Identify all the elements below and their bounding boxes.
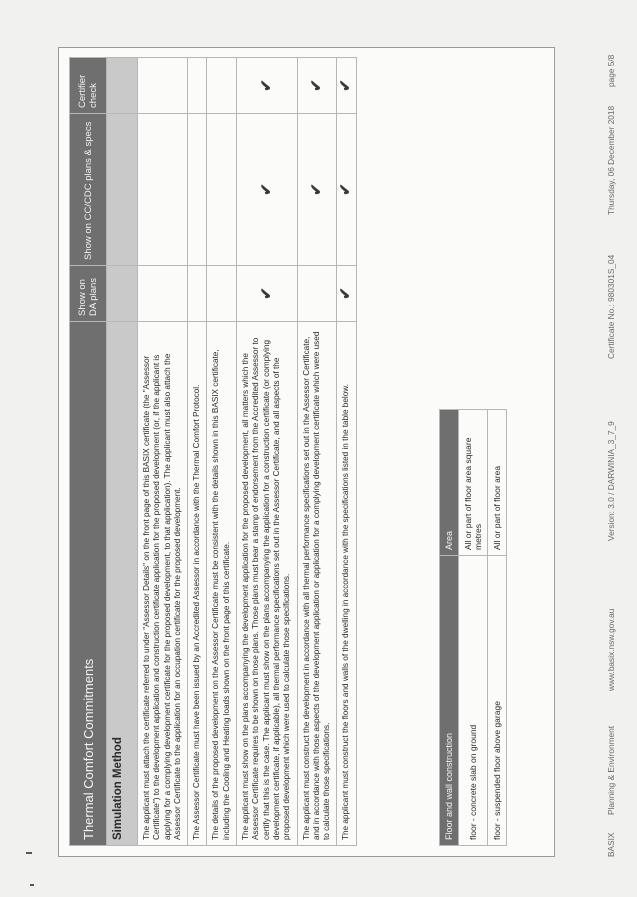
da-check: [207, 266, 237, 322]
cc-check: [188, 114, 207, 266]
table-row: [459, 410, 488, 846]
commitment-text: The Assessor Certificate must have been issued by an Accredited Assessor in accordance with the Thermal Comfort Protocol.: [188, 322, 207, 846]
floor-construction: floor - suspended floor above garage: [488, 556, 507, 846]
col-da-plans: Show on DA plans: [70, 266, 107, 322]
scan-mark: [26, 852, 32, 854]
table-row: [337, 58, 356, 846]
table-row: [488, 410, 507, 846]
floor-construction: floor - concrete slab on ground: [459, 556, 488, 846]
da-check: [188, 266, 207, 322]
commitment-text: The applicant must show on the plans accompanying the development application for the proposed development, all matters which the Assessor Certificate requires to be shown on those plans. Those plans must bear a stamp of endorsement from the Accredited Assessor to certify that this is the case. The applicant must show on the plans accompanying the application for a construction certificate (or complying development certificate, if applicable), all thermal performance specifications set out in the Assessor Certificate, and all aspects of the proposed development which were used to calculate those specifications.: [237, 322, 297, 846]
cert-check: [207, 58, 237, 114]
footer-url: www.basix.nsw.gov.au: [606, 608, 616, 691]
commitment-text: The applicant must construct the floors and walls of the dwelling in accordance with the specifications listed in the table below.: [337, 322, 356, 846]
cc-check-icon: ✔: [297, 114, 337, 266]
table-row: [297, 58, 337, 846]
footer-dept: Planning & Environment: [606, 725, 616, 815]
da-check-icon: ✔: [337, 266, 356, 322]
cc-check: [207, 114, 237, 266]
table-row: [138, 58, 188, 846]
commitment-text: The applicant must construct the development in accordance with all thermal performance specifications set out in the Assessor Certificate, and in accordance with those aspects of the development application or application for a complying development certificate which were used to calculate those specifications.: [297, 322, 337, 846]
commitments-frame: [58, 47, 555, 857]
footer-basix: BASIX: [606, 832, 616, 857]
table-header: [70, 58, 107, 846]
cert-check-icon: ✔: [337, 58, 356, 114]
footer-version: Version: 3.0 / DARWINIA_3_7_9: [606, 421, 616, 541]
thermal-comfort-table: [69, 57, 357, 846]
commitment-text: The applicant must attach the certificate referred to under "Assessor Details" on the front page of this BASIX certificate (the "Assessor Certificate") to the development application and construction certificate application for the proposed development (or, if the applicant is applying for a complying development certificate for the proposed development, to that application). The applicant must also attach the Assessor Certificate to the application for an occupation certificate for the proposed development.: [138, 322, 188, 846]
da-check-icon: ✔: [237, 266, 297, 322]
cert-check-icon: ✔: [297, 58, 337, 114]
page-footer: [606, 49, 622, 857]
footer-certificate: Certificate No.: 980301S_04: [606, 254, 616, 359]
cc-check: [138, 114, 188, 266]
cc-check-icon: ✔: [337, 114, 356, 266]
floor-wall-table: [439, 409, 507, 846]
table-row: [188, 58, 207, 846]
subheading: Simulation Method: [107, 322, 138, 846]
subheading-blank: [107, 58, 138, 114]
subheading-row: [107, 58, 138, 846]
footer-page: page 5/8: [606, 54, 616, 87]
cert-check: [188, 58, 207, 114]
floor-col-construction: Floor and wall construction: [440, 556, 459, 846]
commitment-text: The details of the proposed development on the Assessor Certificate must be consistent with the details shown in this BASIX certificate, including the Cooling and Heating loads shown on the front page of this certificate.: [207, 322, 237, 846]
scan-mark: [30, 884, 34, 886]
da-check: [138, 266, 188, 322]
cc-check-icon: ✔: [237, 114, 297, 266]
da-check: [297, 266, 337, 322]
col-certifier: Certifier check: [70, 58, 107, 114]
footer-date: Thursday, 06 December 2018: [606, 105, 616, 215]
floor-area: All or part of floor area square metres: [459, 410, 488, 556]
cert-check: [138, 58, 188, 114]
col-cc-cdc: Show on CC/CDC plans & specs: [70, 114, 107, 266]
floor-area: All or part of floor area: [488, 410, 507, 556]
subheading-blank: [107, 266, 138, 322]
subheading-blank: [107, 114, 138, 266]
floor-col-area: Area: [440, 410, 459, 556]
floor-table-header: [440, 410, 459, 846]
section-title: Thermal Comfort Commitments: [70, 322, 107, 846]
table-row: [207, 58, 237, 846]
table-row: [237, 58, 297, 846]
cert-check-icon: ✔: [237, 58, 297, 114]
